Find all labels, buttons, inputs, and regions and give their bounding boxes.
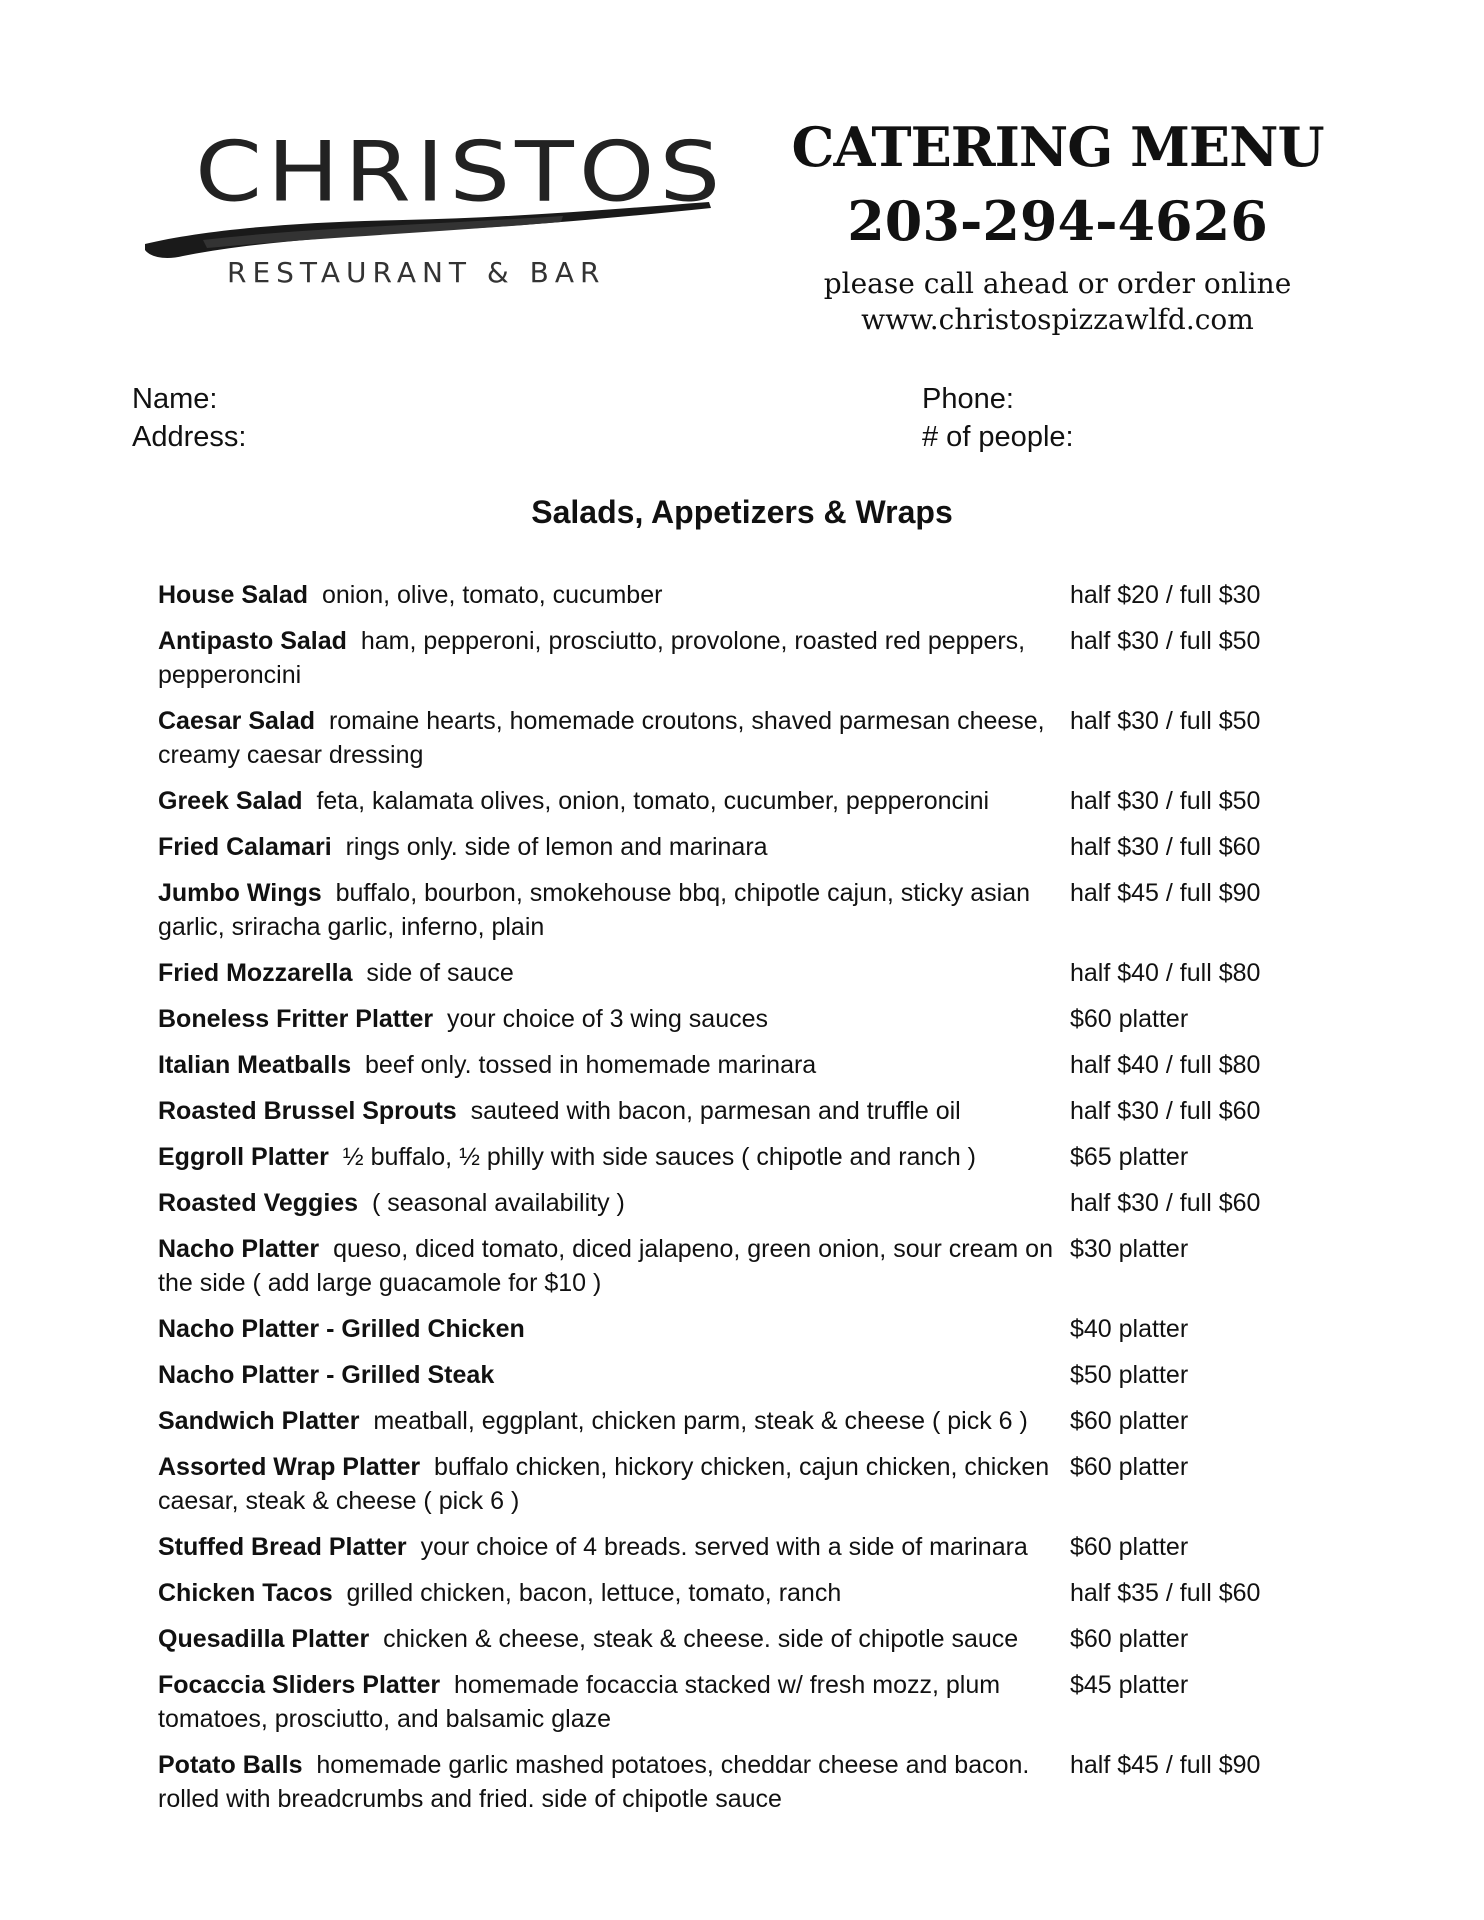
item-price: half $30 / full $60: [1070, 1097, 1261, 1125]
menu-item: [158, 1002, 1338, 1036]
item-price: $60 platter: [1070, 1407, 1189, 1435]
item-description: your choice of 3 wing sauces: [447, 1005, 769, 1033]
item-description: your choice of 4 breads. served with a side of marinara: [420, 1533, 1028, 1561]
item-name: Jumbo Wings: [158, 879, 322, 907]
item-name: Roasted Brussel Sprouts: [158, 1097, 457, 1125]
item-price: $65 platter: [1070, 1143, 1189, 1171]
item-name: Sandwich Platter: [158, 1407, 360, 1435]
item-price: half $45 / full $90: [1070, 879, 1261, 907]
menu-item: [158, 1450, 1338, 1518]
menu-item: [158, 624, 1338, 692]
item-description: chicken & cheese, steak & cheese. side of chipotle sauce: [383, 1625, 1019, 1653]
item-price: $45 platter: [1070, 1671, 1189, 1699]
item-price: half $35 / full $60: [1070, 1579, 1261, 1607]
website-url: www.christospizzawlfd.com: [861, 303, 1254, 336]
item-description: buffalo chicken, hickory chicken, cajun chicken, chicken caesar, steak & cheese ( pick 6 ): [158, 1453, 1050, 1515]
item-name: Potato Balls: [158, 1751, 303, 1779]
item-price: half $40 / full $80: [1070, 959, 1261, 987]
order-note: please call ahead or order online: [823, 267, 1292, 300]
header-info: [770, 112, 1345, 338]
item-description: homemade focaccia stacked w/ fresh mozz, plum tomatoes, prosciutto, and balsamic glaze: [158, 1671, 1001, 1733]
menu-item: [158, 1622, 1338, 1656]
item-price: $60 platter: [1070, 1005, 1189, 1033]
item-price: half $30 / full $60: [1070, 1189, 1261, 1217]
customer-info-left: [132, 380, 246, 456]
item-name: Fried Mozzarella: [158, 959, 353, 987]
item-description: romaine hearts, homemade croutons, shaved parmesan cheese, creamy caesar dressing: [158, 707, 1045, 769]
item-name: Stuffed Bread Platter: [158, 1533, 407, 1561]
item-name: Boneless Fritter Platter: [158, 1005, 434, 1033]
item-description: buffalo, bourbon, smokehouse bbq, chipotle cajun, sticky asian garlic, sriracha garlic, inferno, plain: [158, 879, 1030, 941]
menu-item: [158, 1048, 1338, 1082]
item-description: meatball, eggplant, chicken parm, steak & cheese ( pick 6 ): [373, 1407, 1028, 1435]
item-name: Roasted Veggies: [158, 1189, 359, 1217]
item-name: Nacho Platter: [158, 1235, 320, 1263]
menu-list: [158, 578, 1338, 1828]
menu-item: [158, 1668, 1338, 1736]
item-description: ½ buffalo, ½ philly with side sauces ( chipotle and ranch ): [342, 1143, 977, 1171]
phone-number: 203-294-4626: [847, 189, 1268, 253]
item-description: ( seasonal availability ): [371, 1189, 625, 1217]
item-description: grilled chicken, bacon, lettuce, tomato, ranch: [346, 1579, 842, 1607]
item-price: $50 platter: [1070, 1361, 1189, 1389]
item-name: Nacho Platter - Grilled Chicken: [158, 1315, 525, 1343]
item-price: $60 platter: [1070, 1533, 1189, 1561]
menu-item: [158, 1748, 1338, 1816]
item-name: Fried Calamari: [158, 833, 332, 861]
item-name: Greek Salad: [158, 787, 303, 815]
christos-logo: [143, 118, 726, 298]
menu-item: [158, 1358, 1338, 1392]
menu-item: [158, 956, 1338, 990]
menu-item: [158, 578, 1338, 612]
item-price: half $30 / full $50: [1070, 707, 1261, 735]
item-name: Chicken Tacos: [158, 1579, 333, 1607]
address-label: Address:: [132, 421, 247, 453]
section-title: Salads, Appetizers & Wraps: [531, 494, 953, 530]
item-description: ham, pepperoni, prosciutto, provolone, roasted red peppers, pepperoncini: [158, 627, 1026, 689]
item-price: half $30 / full $50: [1070, 627, 1261, 655]
item-price: half $30 / full $60: [1070, 833, 1261, 861]
item-name: Eggroll Platter: [158, 1143, 329, 1171]
menu-item: [158, 876, 1338, 944]
menu-item: [158, 1404, 1338, 1438]
item-name: Caesar Salad: [158, 707, 316, 735]
item-name: Nacho Platter - Grilled Steak: [158, 1361, 495, 1389]
menu-item: [158, 1530, 1338, 1564]
item-price: half $20 / full $30: [1070, 581, 1261, 609]
menu-item: [158, 830, 1338, 864]
item-name: Assorted Wrap Platter: [158, 1453, 421, 1481]
item-name: House Salad: [158, 581, 309, 609]
item-description: beef only. tossed in homemade marinara: [365, 1051, 817, 1079]
item-price: $60 platter: [1070, 1625, 1189, 1653]
item-price: half $30 / full $50: [1070, 787, 1261, 815]
item-name: Antipasto Salad: [158, 627, 347, 655]
menu-item: [158, 784, 1338, 818]
logo-wordmark: CHRISTOS: [195, 124, 726, 221]
item-name: Quesadilla Platter: [158, 1625, 370, 1653]
phone-label: Phone:: [922, 383, 1014, 415]
item-name: Italian Meatballs: [158, 1051, 352, 1079]
item-price: half $45 / full $90: [1070, 1751, 1261, 1779]
customer-info-right: [922, 380, 1074, 456]
page-title: CATERING MENU: [791, 115, 1324, 179]
item-description: onion, olive, tomato, cucumber: [321, 581, 663, 609]
item-price: half $40 / full $80: [1070, 1051, 1261, 1079]
menu-item: [158, 704, 1338, 772]
item-price: $60 platter: [1070, 1453, 1189, 1481]
item-description: sauteed with bacon, parmesan and truffle oil: [470, 1097, 961, 1125]
menu-item: [158, 1576, 1338, 1610]
menu-item: [158, 1140, 1338, 1174]
people-label: # of people:: [922, 421, 1074, 453]
name-label: Name:: [132, 383, 218, 415]
item-description: rings only. side of lemon and marinara: [345, 833, 768, 861]
item-description: feta, kalamata olives, onion, tomato, cucumber, pepperoncini: [316, 787, 990, 815]
item-price: $40 platter: [1070, 1315, 1189, 1343]
item-price: $30 platter: [1070, 1235, 1189, 1263]
menu-item: [158, 1186, 1338, 1220]
item-description: queso, diced tomato, diced jalapeno, green onion, sour cream on the side ( add large guacamole for $10 ): [158, 1235, 1053, 1297]
item-description: side of sauce: [366, 959, 514, 987]
menu-item: [158, 1232, 1338, 1300]
menu-item: [158, 1312, 1338, 1346]
item-description: homemade garlic mashed potatoes, cheddar cheese and bacon. rolled with breadcrumbs and fried. side of chipotle sauce: [158, 1751, 1030, 1813]
logo-subtitle: RESTAURANT & BAR: [227, 256, 606, 289]
item-name: Focaccia Sliders Platter: [158, 1671, 441, 1699]
menu-item: [158, 1094, 1338, 1128]
